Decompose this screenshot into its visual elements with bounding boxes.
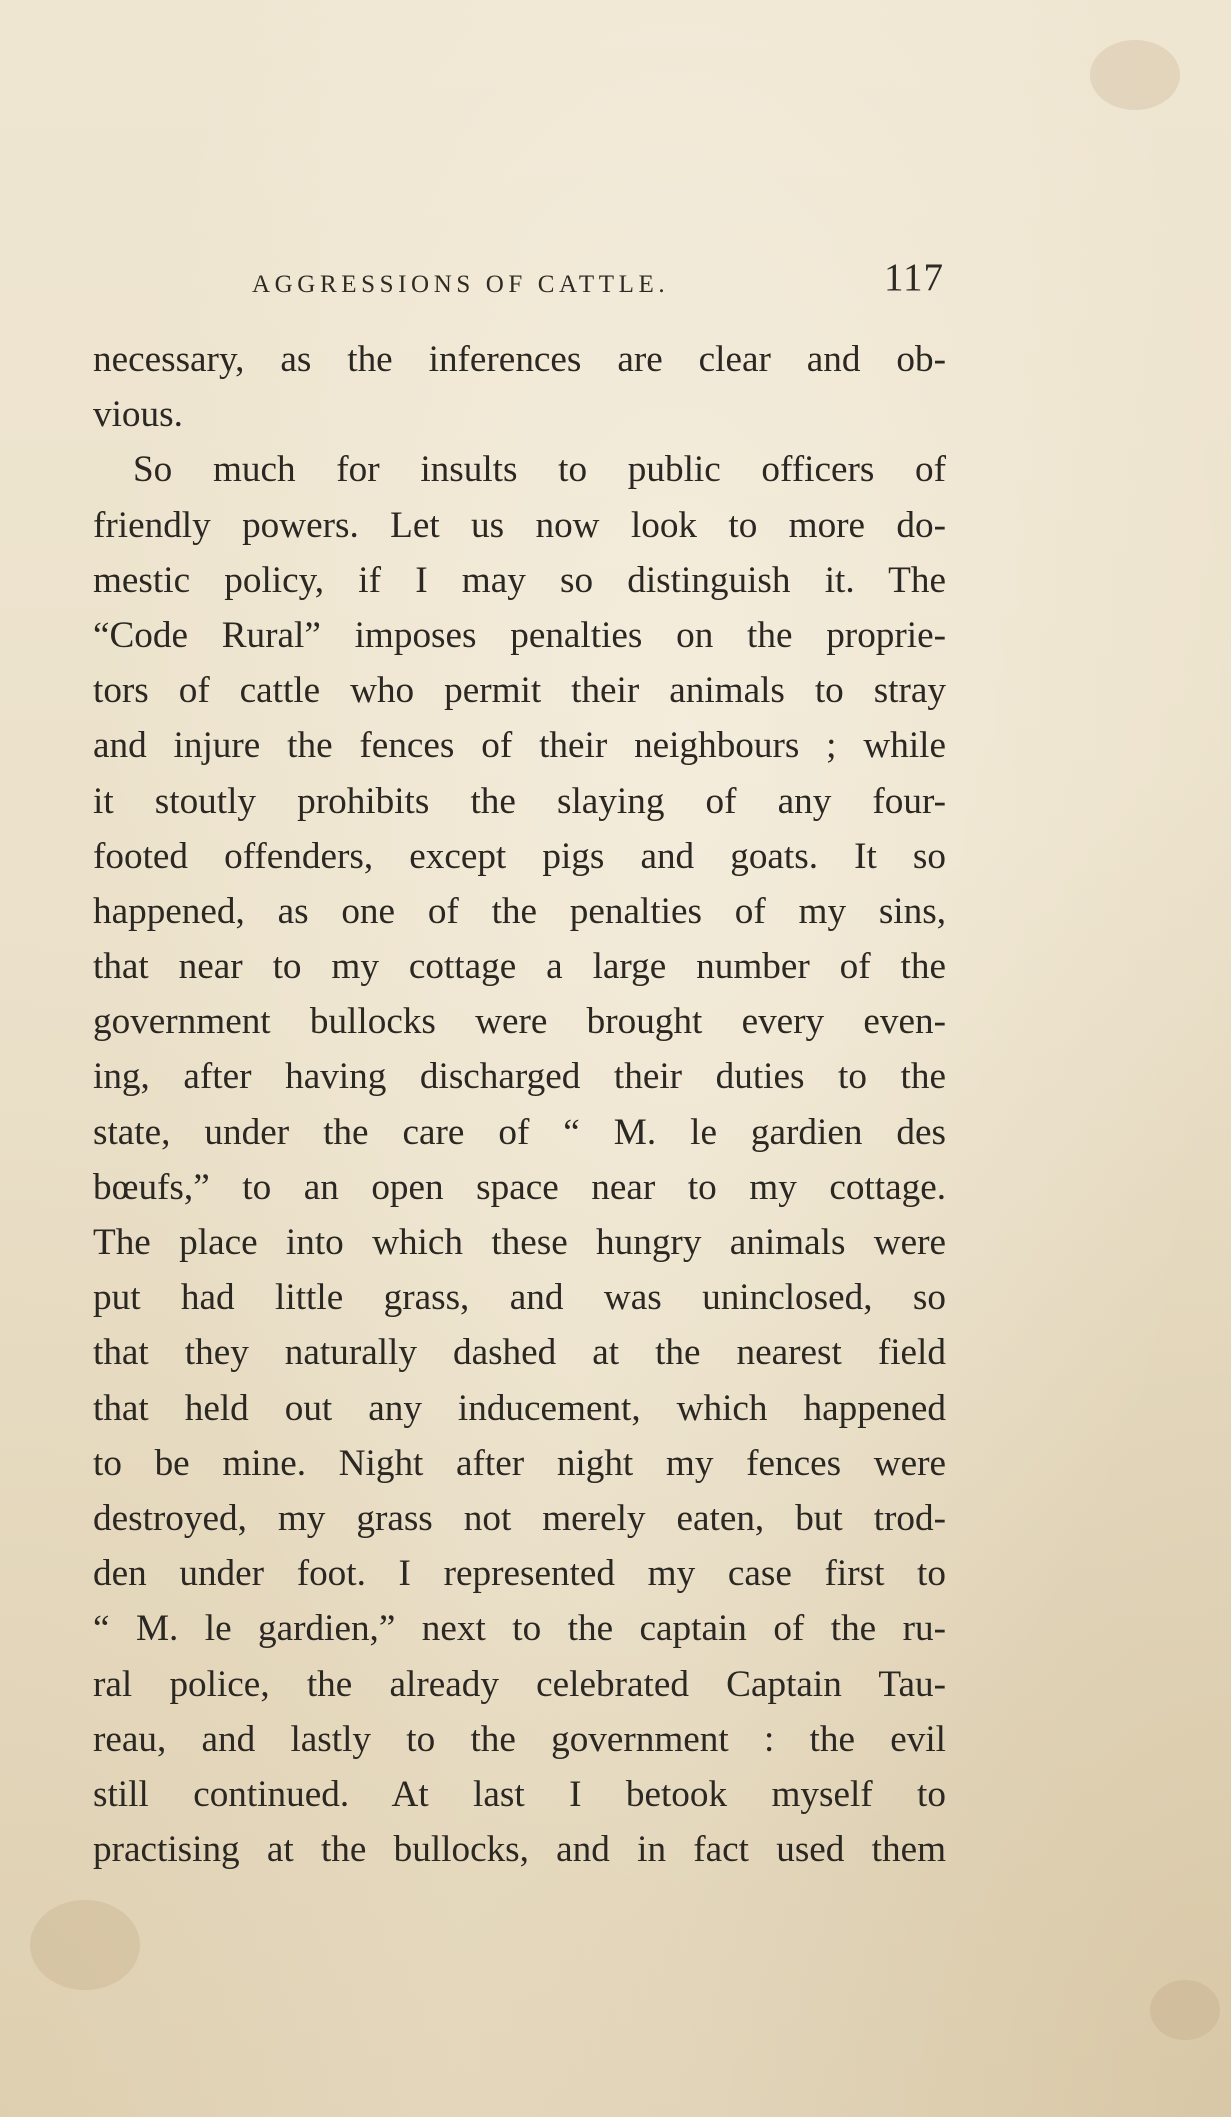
text-line: friendly powers. Let us now look to more do- xyxy=(93,504,946,546)
text-line: ral police, the already celebrated Captain Tau- xyxy=(93,1663,946,1705)
text-line: government bullocks were brought every even- xyxy=(93,1001,946,1043)
text-line: vious. xyxy=(93,394,183,436)
text-line: and injure the fences of their neighbours ; while xyxy=(93,725,946,767)
text-line: footed offenders, except pigs and goats. It so xyxy=(93,835,946,877)
text-line: that they naturally dashed at the nearest field xyxy=(93,1332,946,1374)
text-line: bœufs,” to an open space near to my cottage. xyxy=(93,1166,946,1208)
text-line: den under foot. I represented my case first to xyxy=(93,1553,946,1595)
text-line: “ M. le gardien,” next to the captain of the ru- xyxy=(93,1608,946,1650)
text-line: mestic policy, if I may so distinguish it. The xyxy=(93,559,946,601)
text-line: it stoutly prohibits the slaying of any four- xyxy=(93,780,946,822)
text-line: practising at the bullocks, and in fact used them xyxy=(93,1829,946,1871)
text-line: “Code Rural” imposes penalties on the proprie- xyxy=(93,614,946,656)
paper-stain xyxy=(1150,1980,1220,2040)
text-line: necessary, as the inferences are clear and ob- xyxy=(93,339,946,380)
text-line: that near to my cottage a large number of the xyxy=(93,946,946,988)
paper-stain xyxy=(30,1900,140,1990)
paper-stain xyxy=(1090,40,1180,110)
text-line: So much for insults to public officers of xyxy=(133,449,946,491)
text-line: The place into which these hungry animals were xyxy=(93,1222,946,1263)
text-line: reau, and lastly to the government : the evil xyxy=(93,1718,946,1760)
text-line: ing, after having discharged their duties to the xyxy=(93,1056,946,1098)
text-line: tors of cattle who permit their animals to stray xyxy=(93,670,946,712)
page-header xyxy=(252,255,952,305)
text-line: still continued. At last I betook myself to xyxy=(93,1773,946,1815)
text-line: put had little grass, and was uninclosed, so xyxy=(93,1277,946,1319)
text-line: to be mine. Night after night my fences were xyxy=(93,1442,946,1484)
page-number: 117 xyxy=(883,256,944,299)
text-line: state, under the care of “ M. le gardien des xyxy=(93,1111,946,1153)
text-line: destroyed, my grass not merely eaten, but trod- xyxy=(93,1497,946,1539)
running-head: AGGRESSIONS OF CATTLE. xyxy=(252,271,670,298)
body-text xyxy=(93,332,946,1877)
text-line: that held out any inducement, which happened xyxy=(93,1387,946,1429)
text-line: happened, as one of the penalties of my sins, xyxy=(93,890,946,932)
